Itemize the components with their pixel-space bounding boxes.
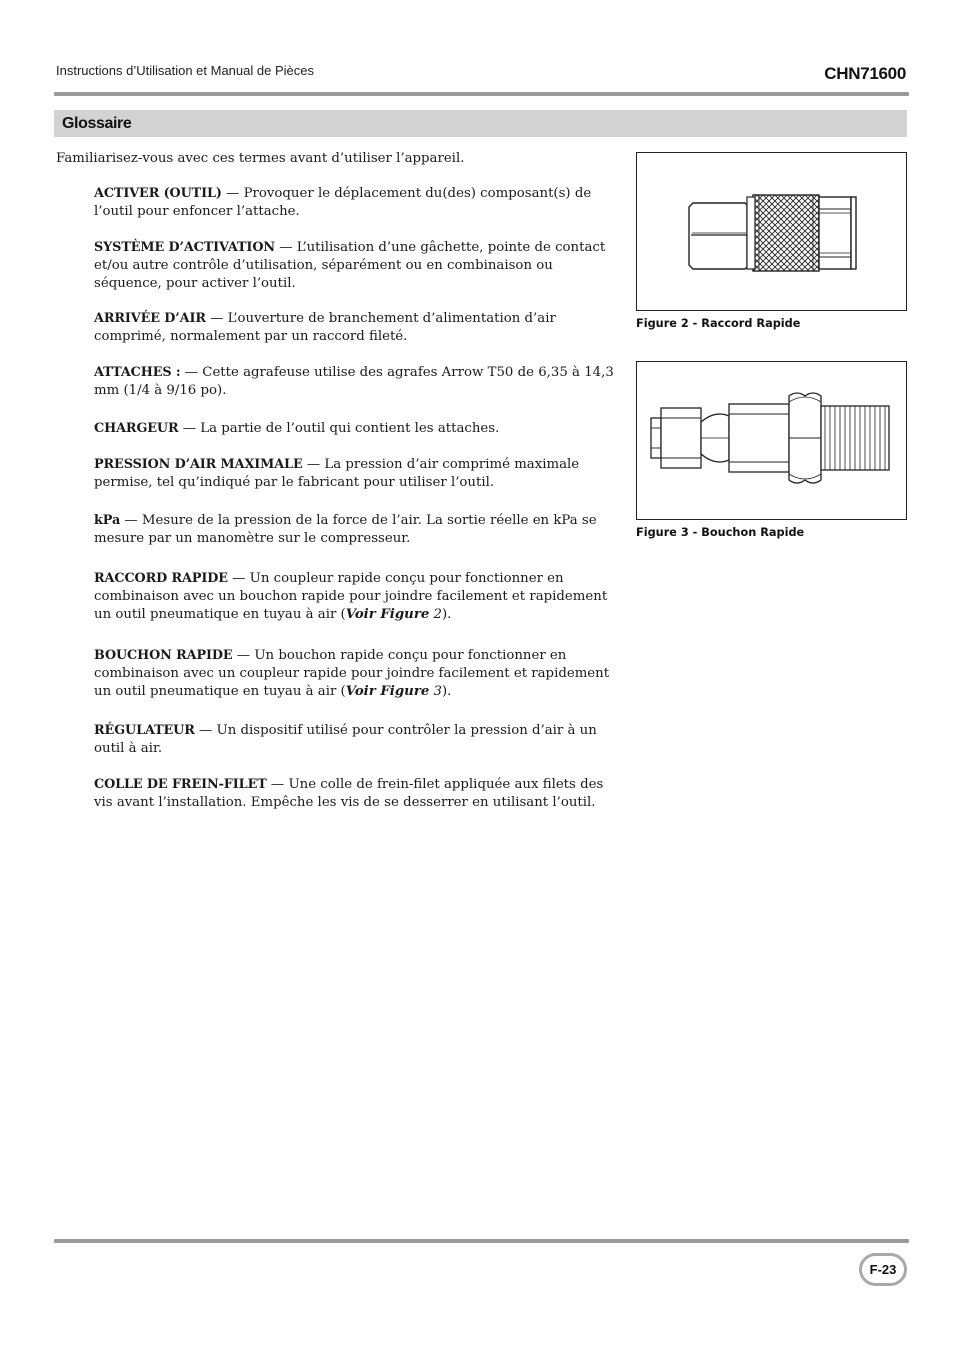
- glossary-definition: Mesure de la pression de la force de l’air. La sortie réelle en kPa se mesure par un manomètre sur le compresseur.: [94, 513, 597, 546]
- document-title: Instructions d’Utilisation et Manual de Pièces: [56, 63, 314, 78]
- intro-paragraph: Familiarisez-vous avec ces termes avant d’utiliser l’appareil.: [56, 151, 465, 166]
- glossary-entry: COLLE DE FREIN-FILET — Une colle de frein-filet appliquée aux filets des vis avant l’installation. Empêche les vis de se desserrer en utilisant l’outil.: [94, 777, 604, 810]
- quick-coupler-icon: [637, 153, 906, 310]
- glossary-term: RACCORD RAPIDE: [94, 571, 228, 586]
- glossary-entry: CHARGEUR — La partie de l’outil qui contient les attaches.: [94, 421, 500, 436]
- glossary-entry: RÉGULATEUR — Un dispositif utilisé pour contrôler la pression d’air à un outil à air.: [94, 723, 597, 756]
- section-header-bar: [54, 110, 907, 137]
- glossary-entry: SYSTÈME D’ACTIVATION — L’utilisation d’une gâchette, pointe de contact et/ou autre contrôle d’utilisation, séparément ou en combinaison ou séquence, pour activer l’outil.: [94, 240, 606, 291]
- glossary-term: ACTIVER (OUTIL): [94, 186, 222, 201]
- glossary-term: kPa: [94, 513, 121, 528]
- glossary-definition: Provoquer le déplacement du(des) composant(s) de l’outil pour enfoncer l’attache.: [94, 186, 592, 219]
- footer-divider: [54, 1239, 909, 1243]
- figure-2-frame: [636, 152, 907, 311]
- glossary-definition: La pression d’air comprimé maximale permise, tel qu’indiqué par le fabricant pour utiliser l’outil.: [94, 457, 580, 490]
- glossary-term: PRESSION D’AIR MAXIMALE: [94, 457, 303, 472]
- model-number: CHN71600: [824, 64, 906, 83]
- glossary-definition: L’utilisation d’une gâchette, pointe de contact et/ou autre contrôle d’utilisation, séparément ou en combinaison ou séquence, pour activer l’outil.: [94, 240, 606, 291]
- glossary-term: COLLE DE FREIN-FILET: [94, 777, 267, 792]
- glossary-definition: Un bouchon rapide conçu pour fonctionner en combinaison avec un coupleur rapide pour joindre facilement et rapidement un outil pneumatique en tuyau à air (: [94, 648, 610, 699]
- glossary-definition: Cette agrafeuse utilise des agrafes Arrow T50 de 6,35 à 14,3 mm (1/4 à 9/16 po).: [94, 365, 614, 398]
- figure-reference: Voir Figure: [345, 684, 430, 699]
- glossary-definition: Un coupleur rapide conçu pour fonctionner en combinaison avec un bouchon rapide pour joindre facilement et rapidement un outil pneumatique en tuyau à air (: [94, 571, 608, 622]
- header-divider: [54, 92, 909, 96]
- figure-reference: Voir Figure: [345, 607, 430, 622]
- glossary-entry: BOUCHON RAPIDE — Un bouchon rapide conçu pour fonctionner en combinaison avec un coupleur rapide pour joindre facilement et rapidement un outil pneumatique en tuyau à air (Voir Figure 3).: [94, 648, 610, 699]
- glossary-entry: RACCORD RAPIDE — Un coupleur rapide conçu pour fonctionner en combinaison avec un bouchon rapide pour joindre facilement et rapidement un outil pneumatique en tuyau à air (Voir Figure 2).: [94, 571, 608, 622]
- glossary-entry: kPa — Mesure de la pression de la force de l’air. La sortie réelle en kPa se mesure par un manomètre sur le compresseur.: [94, 513, 597, 546]
- section-title: Glossaire: [62, 115, 132, 132]
- glossary-definition: Un dispositif utilisé pour contrôler la pression d’air à un outil à air.: [94, 723, 597, 756]
- glossary-entry: ARRIVÉE D’AIR — L’ouverture de branchement d’alimentation d’air comprimé, normalement par un raccord fileté.: [94, 311, 556, 344]
- figure-2-caption: Figure 2 - Raccord Rapide: [636, 317, 801, 330]
- figure-3-frame: [636, 361, 907, 520]
- quick-plug-icon: [637, 362, 906, 519]
- glossary-entry: ATTACHES : — Cette agrafeuse utilise des agrafes Arrow T50 de 6,35 à 14,3 mm (1/4 à 9/16 po).: [94, 365, 614, 398]
- figure-3-caption: Figure 3 - Bouchon Rapide: [636, 526, 805, 539]
- glossary-definition: La partie de l’outil qui contient les attaches.: [200, 421, 500, 436]
- glossary-term: ATTACHES :: [94, 365, 181, 380]
- page-number-badge: F-23: [859, 1253, 907, 1286]
- glossary-term: ARRIVÉE D’AIR: [94, 311, 206, 326]
- glossary-definition: Une colle de frein-filet appliquée aux filets des vis avant l’installation. Empêche les vis de se desserrer en utilisant l’outil.: [94, 777, 604, 810]
- glossary-term: CHARGEUR: [94, 421, 179, 436]
- glossary-definition: L’ouverture de branchement d’alimentation d’air comprimé, normalement par un raccord fileté.: [94, 311, 556, 344]
- glossary-entry: ACTIVER (OUTIL) — Provoquer le déplacement du(des) composant(s) de l’outil pour enfoncer l’attache.: [94, 186, 592, 219]
- glossary-term: BOUCHON RAPIDE: [94, 648, 233, 663]
- glossary-term: SYSTÈME D’ACTIVATION: [94, 240, 275, 255]
- glossary-term: RÉGULATEUR: [94, 723, 195, 738]
- glossary-entry: PRESSION D’AIR MAXIMALE — La pression d’air comprimé maximale permise, tel qu’indiqué par le fabricant pour utiliser l’outil.: [94, 457, 580, 490]
